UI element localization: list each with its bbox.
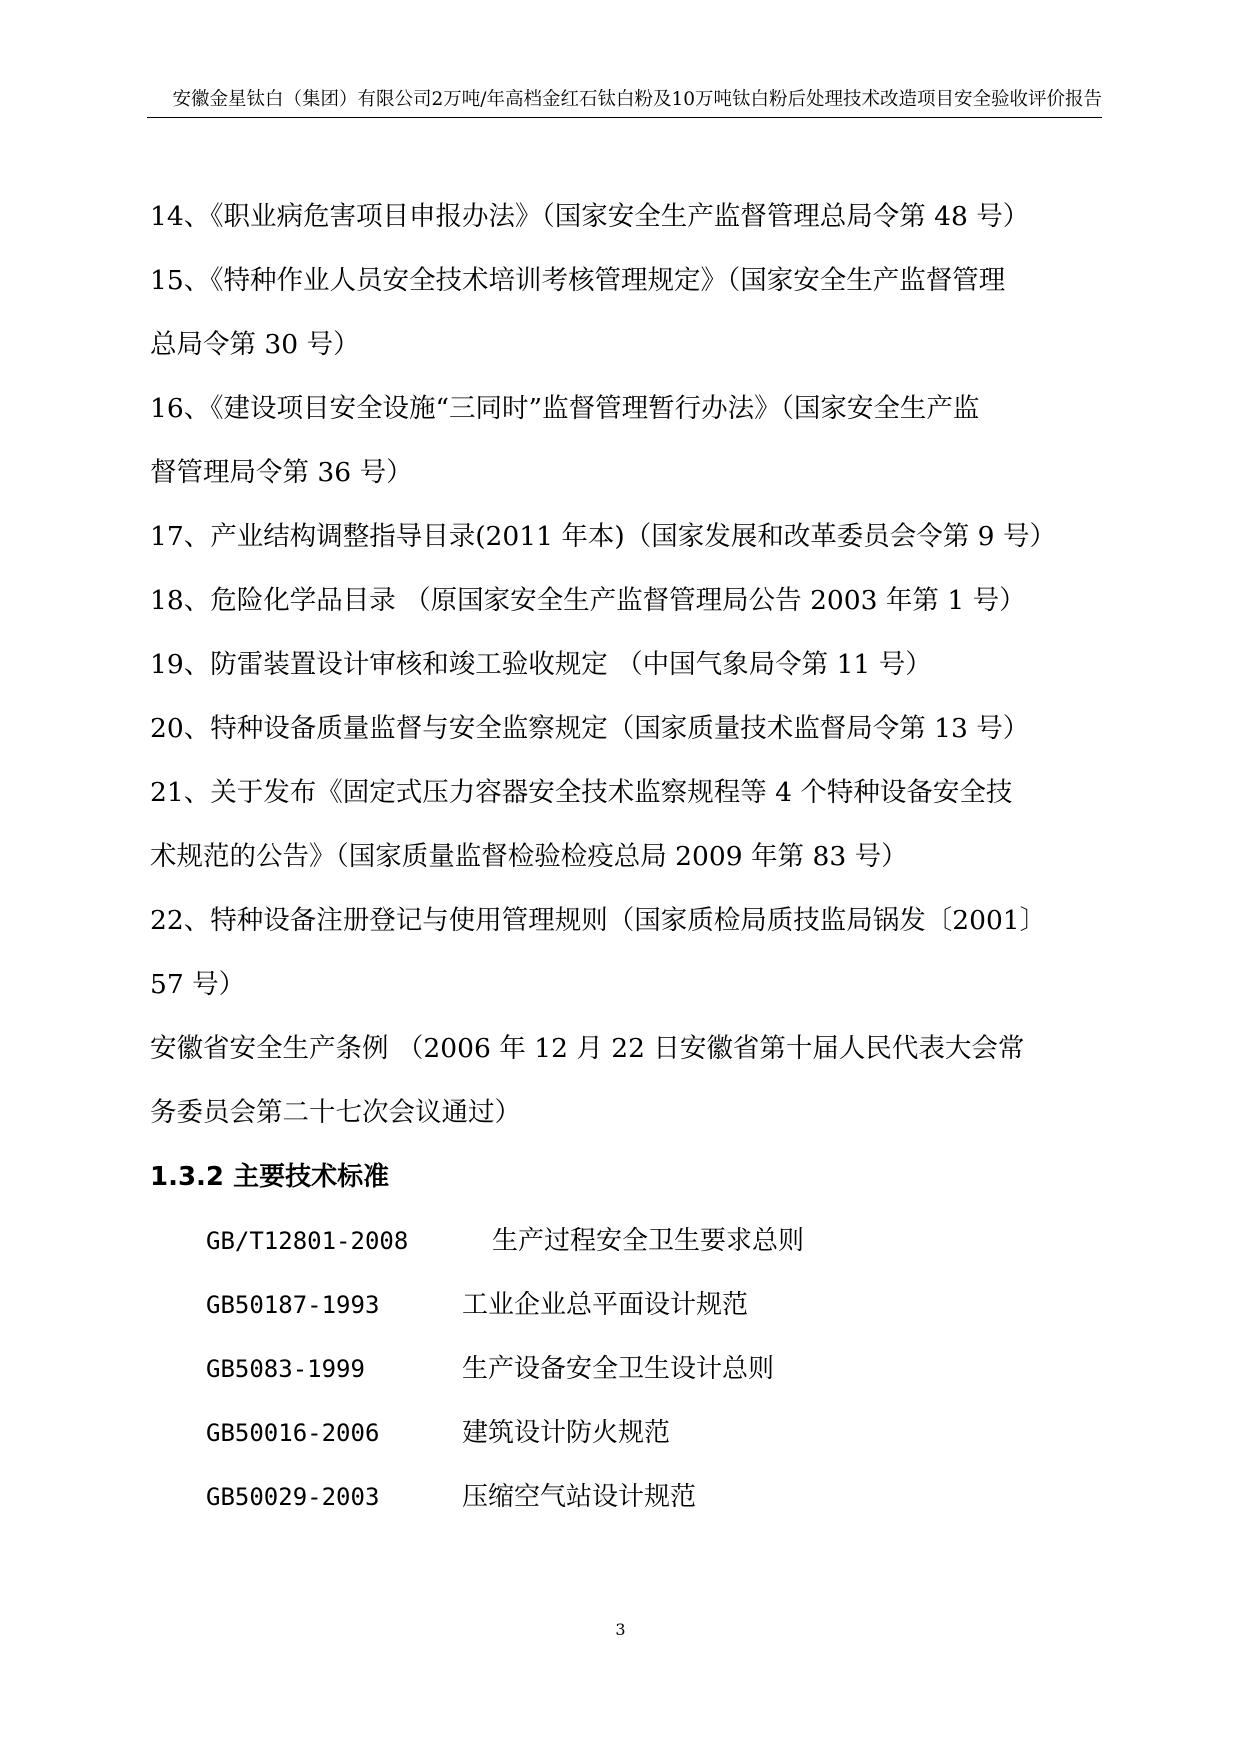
body-line: 术规范的公告》（国家质量监督检验检疫总局 2009 年第 83 号） xyxy=(150,841,908,872)
body-line: 14、《职业病危害项目申报办法》（国家安全生产监督管理总局令第 48 号） xyxy=(150,201,1030,232)
body-line: 16、《建设项目安全设施“三同时”监督管理暂行办法》（国家安全生产监 xyxy=(150,393,980,424)
standard-row xyxy=(150,1337,1105,1401)
body-line: 19、防雷装置设计审核和竣工验收规定 （中国气象局令第 11 号） xyxy=(150,649,932,680)
standard-code: GB50187-1993 xyxy=(206,1291,380,1319)
body-line: 18、危险化学品目录 （原国家安全生产监督管理局公告 2003 年第 1 号） xyxy=(150,585,1026,616)
body-line: 57 号） xyxy=(150,969,246,1000)
body-line: 总局令第 30 号） xyxy=(150,329,360,360)
body-line: 督管理局令第 36 号） xyxy=(150,457,413,488)
body-line: 22、特种设备注册登记与使用管理规则（国家质检局质技监局锅发〔2001〕 xyxy=(150,905,1047,936)
standard-title: 压缩空气站设计规范 xyxy=(462,1482,697,1512)
body-line: 20、特种设备质量监督与安全监察规定（国家质量技术监督局令第 13 号） xyxy=(150,713,1030,744)
body-line: 务委员会第二十七次会议通过） xyxy=(150,1097,521,1128)
standard-row xyxy=(150,1465,1105,1529)
standard-title: 工业企业总平面设计规范 xyxy=(462,1290,749,1320)
header-divider xyxy=(147,117,1102,118)
standard-title: 生产设备安全卫生设计总则 xyxy=(462,1354,775,1384)
page-number: 3 xyxy=(615,1620,626,1639)
body-line: 15、《特种作业人员安全技术培训考核管理规定》（国家安全生产监督管理 xyxy=(150,265,1006,296)
standard-row xyxy=(150,1209,1105,1273)
standard-row xyxy=(150,1401,1105,1465)
document-body xyxy=(150,185,1105,1529)
body-line: 安徽省安全生产条例 （2006 年 12 月 22 日安徽省第十届人民代表大会常 xyxy=(150,1033,1025,1064)
standard-title: 建筑设计防火规范 xyxy=(462,1418,671,1448)
standard-code: GB/T12801-2008 xyxy=(206,1227,409,1255)
standard-code: GB50029-2003 xyxy=(206,1483,380,1511)
standard-title: 生产过程安全卫生要求总则 xyxy=(492,1226,805,1256)
section-heading: 1.3.2 主要技术标准 xyxy=(150,1162,390,1192)
page-header: 安徽金星钛白（集团）有限公司2万吨/年高档金红石钛白粉及10万吨钛白粉后处理技术改造项目安全验收评价报告 xyxy=(172,89,1102,110)
body-line: 21、关于发布《固定式压力容器安全技术监察规程等 4 个特种设备安全技 xyxy=(150,777,1013,808)
standard-code: GB5083-1999 xyxy=(206,1355,365,1383)
standard-row xyxy=(150,1273,1105,1337)
body-line: 17、产业结构调整指导目录(2011 年本)（国家发展和改革委员会令第 9 号） xyxy=(150,521,1056,552)
standard-code: GB50016-2006 xyxy=(206,1419,380,1447)
